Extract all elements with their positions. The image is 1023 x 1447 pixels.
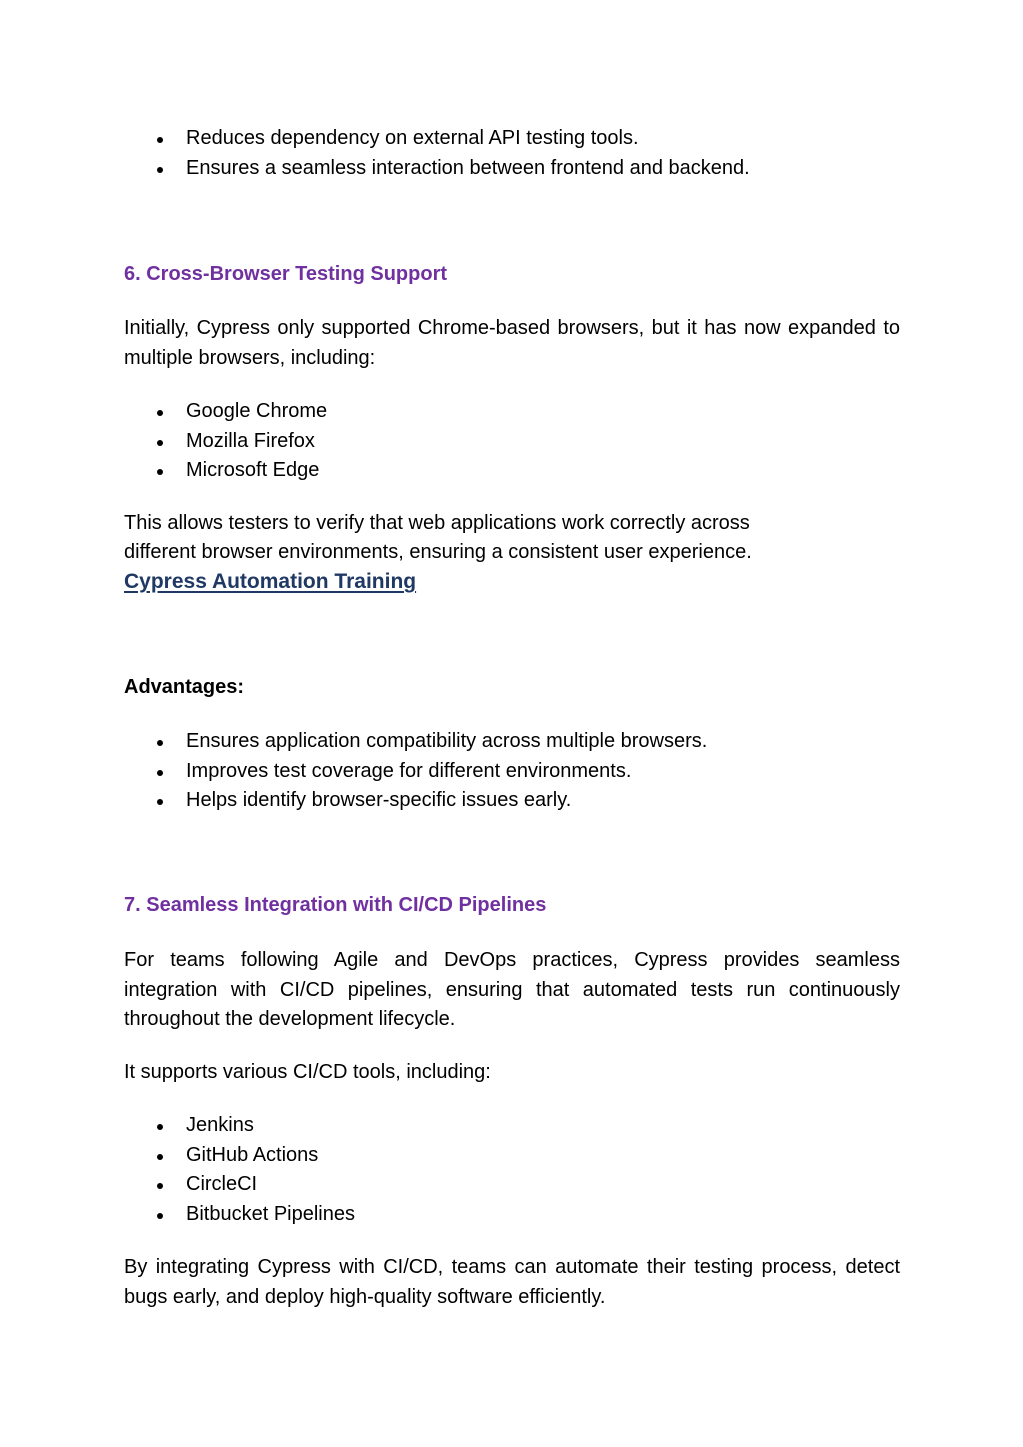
- bullet-icon: [157, 770, 163, 776]
- top-bullet-list: [124, 124, 900, 183]
- section-7-heading: 7. Seamless Integration with CI/CD Pipelines: [124, 894, 547, 916]
- bullet-icon: [157, 440, 163, 446]
- bullet-icon: [157, 1124, 163, 1130]
- list-item: Improves test coverage for different environments.: [124, 757, 900, 787]
- section-6-summary-line-1: This allows testers to verify that web applications work correctly across: [124, 512, 750, 534]
- list-item: Ensures application compatibility across multiple browsers.: [124, 727, 900, 757]
- advantages-list: [124, 727, 900, 816]
- list-item: Bitbucket Pipelines: [124, 1200, 900, 1230]
- section-6-heading: 6. Cross-Browser Testing Support: [124, 263, 448, 285]
- bullet-icon: [157, 410, 163, 416]
- section-7-intro: For teams following Agile and DevOps practices, Cypress provides seamless integration with CI/CD pipelines, ensuring that automated tests run continuously throughout the development lifecycle.: [124, 949, 900, 1030]
- advantages-heading: Advantages:: [124, 676, 245, 698]
- bullet-icon: [157, 799, 163, 805]
- bullet-icon: [157, 1183, 163, 1189]
- list-item: Google Chrome: [124, 397, 900, 427]
- bullet-icon: [157, 1154, 163, 1160]
- browser-list: [124, 397, 900, 486]
- bullet-icon: [157, 469, 163, 475]
- list-item: Ensures a seamless interaction between frontend and backend.: [124, 154, 900, 184]
- list-item: Mozilla Firefox: [124, 427, 900, 457]
- bullet-icon: [157, 740, 163, 746]
- list-item: Jenkins: [124, 1111, 900, 1141]
- cypress-training-link[interactable]: Cypress Automation Training: [124, 570, 417, 593]
- bullet-icon: [157, 1213, 163, 1219]
- list-item: Helps identify browser-specific issues early.: [124, 786, 900, 816]
- section-6-intro: Initially, Cypress only supported Chrome-based browsers, but it has now expanded to multiple browsers, including:: [124, 317, 900, 369]
- section-7-conclusion: By integrating Cypress with CI/CD, teams can automate their testing process, detect bugs early, and deploy high-quality software efficiently.: [124, 1256, 900, 1308]
- section-6-summary-line-2: different browser environments, ensuring a consistent user experience.: [124, 541, 752, 563]
- list-item: Microsoft Edge: [124, 456, 900, 486]
- list-item: CircleCI: [124, 1170, 900, 1200]
- bullet-icon: [157, 167, 163, 173]
- ci-tools-list: [124, 1111, 900, 1229]
- list-item: Reduces dependency on external API testing tools.: [124, 124, 900, 154]
- bullet-icon: [157, 137, 163, 143]
- section-7-tools-intro: It supports various CI/CD tools, including:: [124, 1061, 491, 1083]
- list-item: GitHub Actions: [124, 1141, 900, 1171]
